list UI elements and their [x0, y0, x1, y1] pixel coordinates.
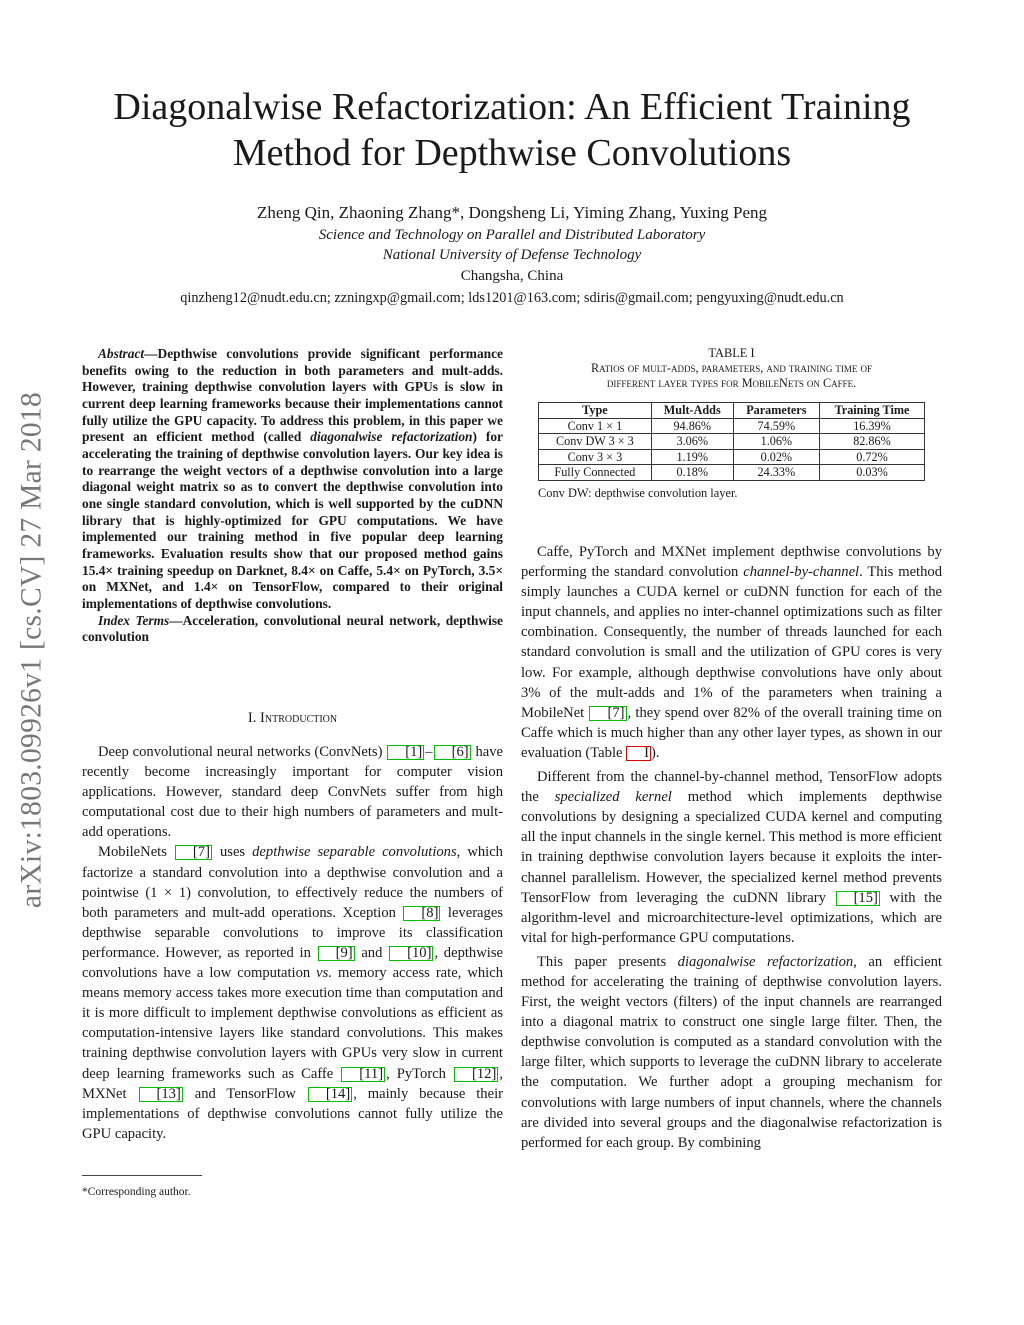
emphasis: depthwise separable convolutions [252, 844, 457, 861]
intro-paragraph-1 [82, 742, 503, 842]
author-emails: qinzheng12@nudt.edu.cn; zzningxp@gmail.com; lds1201@163.com; sdiris@gmail.com; pengyuxing@nudt.edu.cn [180, 290, 844, 306]
citation-link[interactable]: [11] [341, 1067, 385, 1082]
table-cell: 3.06% [651, 434, 733, 450]
abstract-term: diagonalwise refactorization [310, 429, 473, 445]
table-cell: 16.39% [819, 418, 924, 434]
table-note: Conv DW: depthwise convolution layer. [538, 486, 738, 500]
introduction-body [82, 742, 503, 1144]
body-paragraph-2 [521, 767, 942, 948]
author-list: Zheng Qin, Zhaoning Zhang*, Dongsheng Li, Yiming Zhang, Yuxing Peng [256, 203, 768, 222]
text-run: , which factorize a standard convolution into a depthwise convolution and a pointwise (1 × 1) convolution, to effectively reduce the numbers of both parameters and mult-add operations. Xception [82, 844, 503, 921]
emphasis: specialized kernel [554, 789, 672, 806]
table-cell: Conv 1 × 1 [539, 418, 652, 434]
citation-link[interactable]: [8] [403, 906, 440, 921]
arxiv-identifier: arXiv:1803.09926v1 [cs.CV] 27 Mar 2018 [15, 391, 48, 909]
table-cell: 74.59% [733, 418, 819, 434]
citation-link[interactable]: [1] [387, 745, 424, 760]
table-header-cell: Parameters [733, 403, 819, 419]
table-caption [521, 346, 942, 391]
table-cell: 94.86% [651, 418, 733, 434]
table-cell: Fully Connected [539, 465, 652, 481]
text-run: have recently become increasingly important for computer vision applications. However, standard deep ConvNets suffer from high computational cost due to their high numbers of parameters and mult-add operations. [82, 744, 504, 841]
text-run: , MXNet [82, 1065, 503, 1102]
author-block [60, 201, 964, 309]
right-column-body [521, 542, 942, 1153]
table-header-row [539, 403, 925, 419]
text-run: memory access rate, which means memory access takes more execution time than computation and it is more difficult to implement depthwise convolutions as efficient as computation-intensive layers like standard convolutions. This makes training depthwise convolution layers with GPUs very slow in current deep learning frameworks such as Caffe [82, 965, 503, 1082]
text-run: , an efficient method for accelerating the training of depthwise convolution layers. First, the weight vectors (filters) of the input channels are rearranged into a diagonal matrix to construct one single large filter. Then, the depthwise convolution is computed as a standard convolution with the large filter, which supports to leverage the cuDNN library to accelerate the computation. We further adopt a grouping mechanism for convolutions with large numbers of input channels, where the channels are divided into several groups and the diagonalwise refactorization is performed for each group. By combining [521, 953, 942, 1151]
emphasis: diagonalwise refactorization [677, 953, 854, 970]
body-paragraph-3 [521, 952, 942, 1153]
table-cell: 0.72% [819, 449, 924, 465]
citation-link[interactable]: [9] [318, 946, 355, 961]
section-number: I. [247, 710, 257, 726]
affiliation-city: Changsha, China [460, 268, 564, 284]
table-header-cell: Mult-Adds [651, 403, 733, 419]
text-run: , they spend over 82% of the overall training time on Caffe which is much higher than any other layer types, as shown in our evaluation (Table [521, 704, 942, 761]
abstract [82, 346, 503, 646]
ratios-table [538, 402, 925, 481]
index-terms-label: Index Terms [98, 612, 170, 628]
text-run: leverages depthwise separable convolutions to improve its classification performance. However, as reported in [82, 904, 503, 961]
text-run: , mainly because their implementations of depthwise convolutions cannot fully utilize the GPU capacity. [82, 1085, 503, 1142]
table-reference-link[interactable]: I [626, 746, 651, 761]
index-terms [82, 613, 503, 646]
text-run: Deep convolutional neural networks (ConvNets) [98, 744, 387, 760]
body-paragraph-1 [521, 542, 942, 763]
table-row [539, 465, 925, 481]
text-run: , PyTorch [386, 1065, 454, 1082]
table-cell: 82.86% [819, 434, 924, 450]
paper-title: Diagonalwise Refactorization: An Efficient Training Method for Depthwise Convolutions [113, 86, 911, 174]
text-run: , depthwise convolutions have a low computation [82, 944, 503, 982]
affiliation-lab: Science and Technology on Parallel and Distributed Laboratory [318, 227, 706, 243]
citation-link[interactable]: [14] [308, 1087, 352, 1102]
index-terms-text: —Acceleration, convolutional neural network, depthwise convolution [82, 612, 504, 645]
emphasis: channel-by-channel [743, 564, 860, 581]
footnote: *Corresponding author. [82, 1186, 191, 1198]
abstract-label: Abstract [98, 346, 145, 361]
text-run: with the algorithm-level and microarchitecture-level optimizations, which are vital for high-performance GPU computations. [521, 889, 942, 946]
citation-link[interactable]: [6] [434, 745, 471, 760]
text-run: Different from the channel-by-channel method, TensorFlow adopts the [521, 769, 942, 806]
citation-link[interactable]: [15] [836, 891, 880, 906]
table-caption-line-2: different layer types for MobileNets on Caffe. [606, 376, 857, 390]
section-title: Introduction [260, 710, 338, 726]
emphasis: vs. [316, 965, 332, 982]
table-cell: 0.03% [819, 465, 924, 481]
table-cell: 0.02% [733, 449, 819, 465]
section-heading-introduction [82, 710, 503, 727]
text-run: Caffe, PyTorch and MXNet implement depthwise convolutions by performing the standard convolution [521, 544, 942, 581]
text-run: method which implements depthwise convolutions by designing a specialized CUDA kernel and computing all the input channels in the single kernel. This method is more efficient in training depthwise convolution layers because it exploits the inter-channel parallelism. However, the specialized kernel method prevents TensorFlow from leveraging the cuDNN library [521, 789, 942, 906]
table-cell: 24.33% [733, 465, 819, 481]
table-caption-line-1: Ratios of mult-adds, parameters, and training time of [591, 361, 872, 375]
table-cell: Conv 3 × 3 [539, 449, 652, 465]
text-run: uses [212, 844, 253, 861]
text-run: This paper presents [537, 953, 678, 970]
abstract-text-b: ) for accelerating the training of depthwise convolution layers. Our key idea is to rearrange the weight vectors of a depthwise convolution into a large diagonal weight matrix so as to convert the depthwise convolution into one single standard convolution, which is well supported by the cuDNN library that is highly-optimized for GPU computations. We have implemented our training method in five popular deep learning frameworks. Evaluation results show that our proposed method gains 15.4× training speedup on Darknet, 8.4× on Caffe, 5.4× on PyTorch, 3.5× on MXNet, and 1.4× on TensorFlow, compared to their original implementations of depthwise convolutions. [82, 429, 503, 611]
table-header-cell: Type [539, 403, 652, 419]
intro-paragraph-2 [82, 842, 503, 1143]
footnote-rule [82, 1175, 202, 1176]
table-cell: 0.18% [651, 465, 733, 481]
table-cell: 1.06% [733, 434, 819, 450]
table-label: TABLE I [708, 346, 755, 360]
abstract-paragraph [82, 346, 503, 613]
text-run: – [425, 744, 433, 760]
text-run: and [355, 944, 389, 961]
citation-link[interactable]: [10] [389, 946, 433, 961]
table-row [539, 434, 925, 450]
table-header-cell: Training Time [819, 403, 924, 419]
text-run: MobileNets [98, 844, 174, 861]
citation-link[interactable]: [12] [454, 1067, 498, 1082]
table-cell: 1.19% [651, 449, 733, 465]
citation-link[interactable]: [13] [139, 1087, 183, 1102]
table-cell: Conv DW 3 × 3 [539, 434, 652, 450]
abstract-text-a: —Depthwise convolutions provide significant performance benefits owing to the reduction in both parameters and mult-adds. However, training depthwise convolution layers with GPUs is slow in current deep learning frameworks because their implementations cannot fully utilize the GPU capacity. To address this problem, in this paper we present an efficient method (called [82, 346, 503, 445]
citation-link[interactable]: [7] [175, 845, 212, 860]
table-row [539, 449, 925, 465]
table-row [539, 418, 925, 434]
citation-link[interactable]: [7] [589, 706, 626, 721]
text-run: ). [651, 744, 660, 761]
text-run: and TensorFlow [183, 1085, 307, 1102]
affiliation-university: National University of Defense Technology [382, 247, 642, 263]
text-run: . This method simply launches a CUDA kernel or cuDNN function for each of the input channels, and applies no inter-channel optimizations such as filter combination. Consequently, the number of threads launched for each standard convolution is small and the utilization of GPU cores is very low. For example, although depthwise convolutions have only about 3% of the mult-adds and 1% of the parameters when training a MobileNet [521, 564, 942, 721]
arxiv-sidebar [2, 350, 62, 950]
